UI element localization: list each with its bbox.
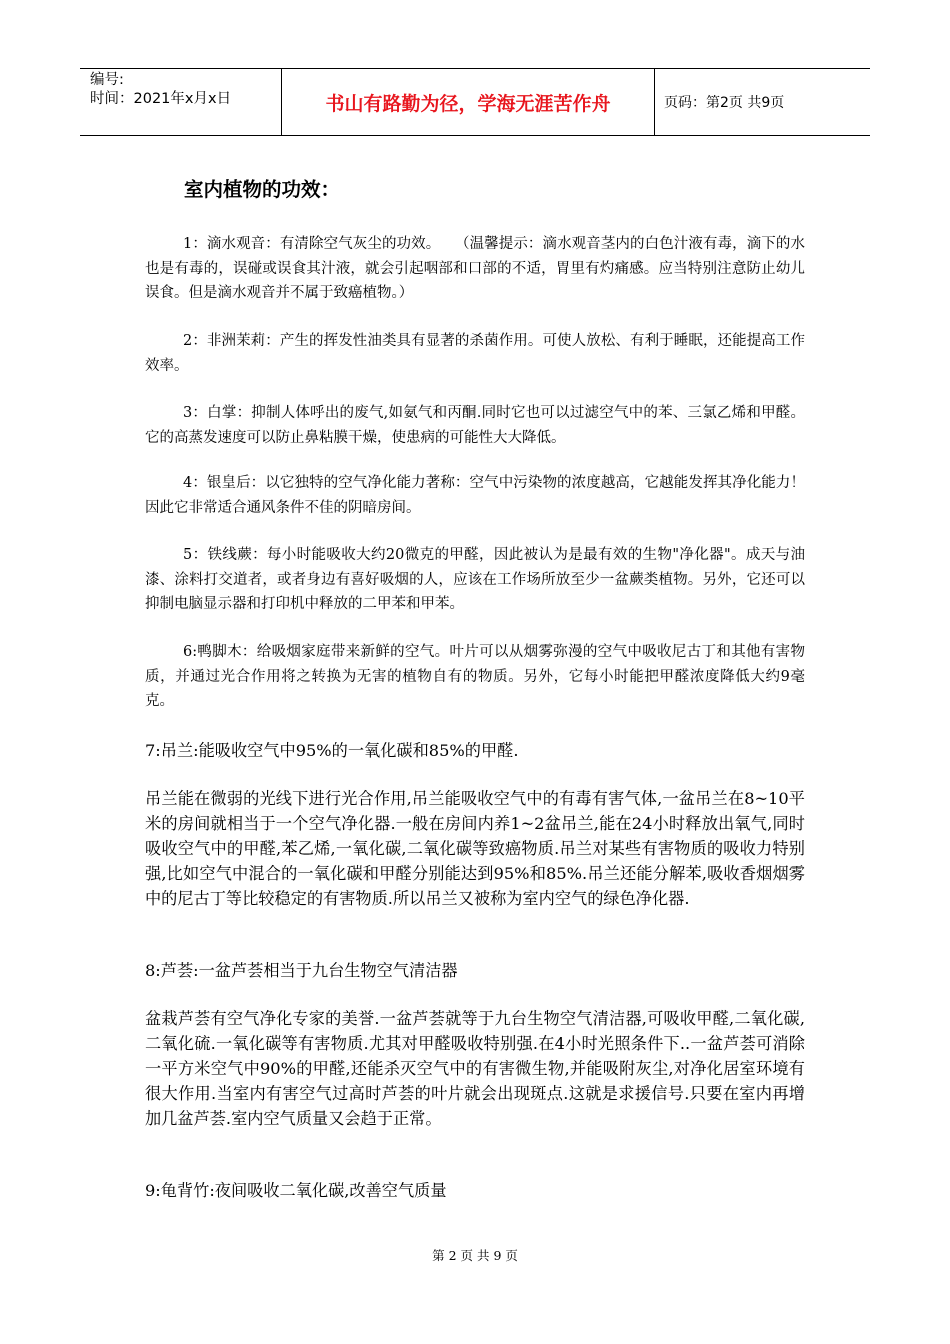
paragraph-1: 1：滴水观音：有清除空气灰尘的功效。 （温馨提示：滴水观音茎内的白色汁液有毒，滴下的水也是有毒的，误碰或误食其汁液，就会引起咽部和口部的不适，胃里有灼痛感。应当特别注意防止幼儿误食。但是滴水观音并不属于致癌植物。）: [145, 236, 805, 301]
page-header: [80, 68, 870, 136]
time-label: 时间：2021年x月x日: [90, 91, 232, 107]
page-title: 室内植物的功效：: [184, 178, 341, 201]
paragraph-6: 6:鸭脚木：给吸烟家庭带来新鲜的空气。叶片可以从烟雾弥漫的空气中吸收尼古丁和其他有害物质，并通过光合作用将之转换为无害的植物自有的物质。另外，它每小时能把甲醛浓度降低大约9毫克。: [145, 644, 805, 709]
paragraph-9-heading: 9:龟背竹:夜间吸收二氧化碳,改善空气质量: [145, 1181, 447, 1200]
header-page-info: 页码：第2页 共9页: [664, 95, 785, 111]
header-motto: 书山有路勤为径，学海无涯苦作舟: [281, 69, 655, 135]
paragraph-4: 4：银皇后：以它独特的空气净化能力著称：空气中污染物的浓度越高，它越能发挥其净化能力！因此它非常适合通风条件不佳的阴暗房间。: [145, 475, 805, 516]
paragraph-8-heading: 8:芦荟:一盆芦荟相当于九台生物空气清洁器: [145, 961, 458, 980]
paragraph-3: 3：白掌：抑制人体呼出的废气,如氨气和丙酮.同时它也可以过滤空气中的苯、三氯乙烯和甲醛。它的高蒸发速度可以防止鼻粘膜干燥，使患病的可能性大大降低。: [145, 405, 805, 446]
page-footer: 第 2 页 共 9 页: [432, 1248, 518, 1263]
paragraph-7-body: 吊兰能在微弱的光线下进行光合作用,吊兰能吸收空气中的有毒有害气体,一盆吊兰在8~10平米的房间就相当于一个空气净化器.一般在房间内养1~2盆吊兰,能在24小时释放出氧气,同时吸收空气中的甲醛,苯乙烯,一氧化碳,二氧化碳等致癌物质.吊兰对某些有害物质的吸收力特别强,比如空气中混合的一氧化碳和甲醛分别能达到95%和85%.吊兰还能分解苯,吸收香烟烟雾中的尼古丁等比较稳定的有害物质.所以吊兰又被称为室内空气的绿色净化器.: [145, 789, 805, 908]
number-label: 编号:: [90, 72, 124, 88]
header-meta: [80, 69, 281, 135]
paragraph-8-body: 盆栽芦荟有空气净化专家的美誉.一盆芦荟就等于九台生物空气清洁器,可吸收甲醛,二氧化碳,二氧化硫.一氧化碳等有害物质.尤其对甲醛吸收特别强.在4小时光照条件下..一盆芦荟可消除一平方米空气中90%的甲醛,还能杀灭空气中的有害微生物,并能吸附灰尘,对净化居室环境有很大作用.当室内有害空气过高时芦荟的叶片就会出现斑点.这就是求援信号.只要在室内再增加几盆芦荟.室内空气质量又会趋于正常。: [145, 1009, 805, 1128]
paragraph-2: 2：非洲茉莉：产生的挥发性油类具有显著的杀菌作用。可使人放松、有利于睡眠，还能提高工作效率。: [145, 333, 805, 374]
paragraph-7-heading: 7:吊兰:能吸收空气中95%的一氧化碳和85%的甲醛.: [145, 741, 519, 760]
paragraph-5: 5：铁线蕨：每小时能吸收大约20微克的甲醛，因此被认为是最有效的生物"净化器"。成天与油漆、涂料打交道者，或者身边有喜好吸烟的人，应该在工作场所放至少一盆蕨类植物。另外，它还可以抑制电脑显示器和打印机中释放的二甲苯和甲苯。: [145, 547, 805, 612]
